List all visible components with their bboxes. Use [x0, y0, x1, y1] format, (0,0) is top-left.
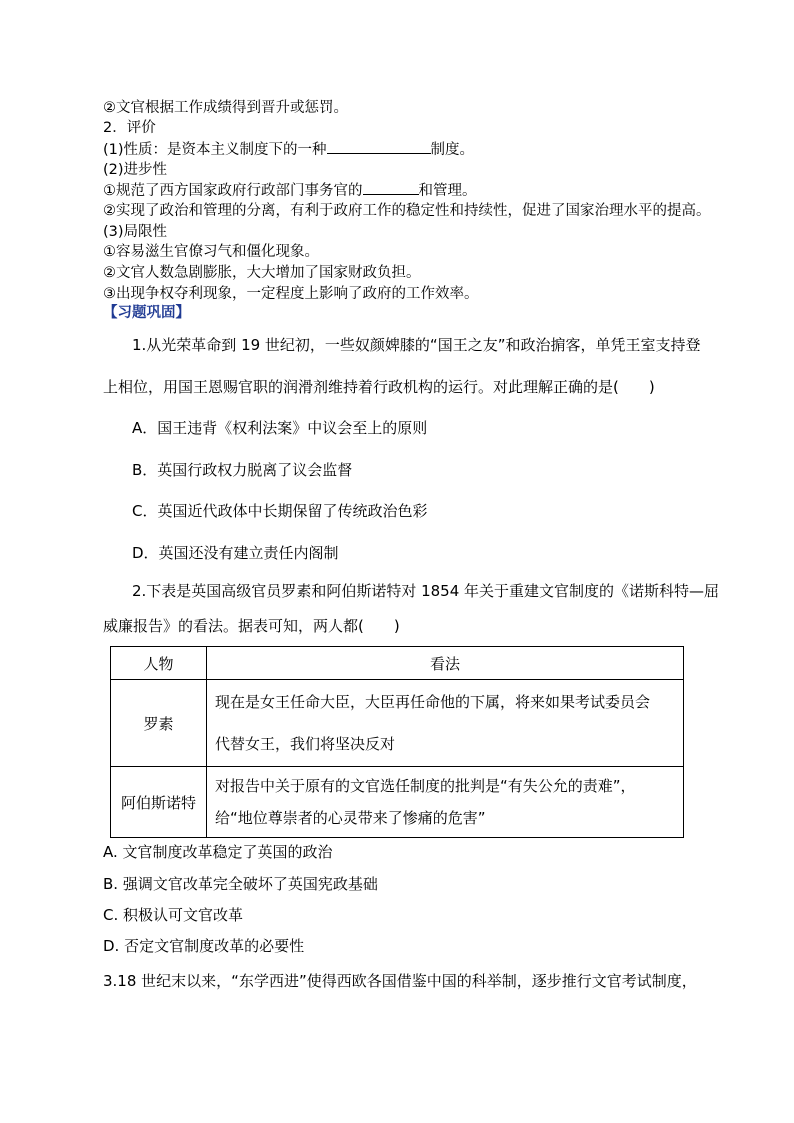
option-a: A．国王违背《权利法案》中议会至上的原则: [132, 419, 428, 437]
subheading: (2)进步性: [103, 162, 168, 178]
text-line: [103, 180, 477, 201]
option-c: C. 积极认可文官改革: [103, 906, 244, 924]
text-line: ①容易滋生官僚习气和僵化现象。: [103, 244, 319, 260]
opinion-table: [110, 646, 684, 838]
header-person: 人物: [111, 647, 207, 680]
text-fragment: 制度。: [430, 142, 475, 158]
view-cell: [207, 680, 684, 767]
fill-blank: [327, 139, 431, 154]
text-line: ②实现了政治和管理的分离，有利于政府工作的稳定性和持续性，促进了国家治理水平的提高。: [103, 203, 711, 219]
fill-blank: [363, 180, 419, 195]
table-row: [111, 680, 684, 767]
header-view: 看法: [207, 647, 684, 680]
view-line: 现在是女王任命大臣，大臣再任命他的下属，将来如果考试委员会: [215, 693, 651, 711]
option-b: B. 强调文官改革完全破坏了英国宪政基础: [103, 875, 378, 893]
person-cell: 阿伯斯诺特: [111, 767, 207, 838]
table-header-row: [111, 647, 684, 680]
option-d: D．英国还没有建立责任内阁制: [132, 544, 339, 562]
text-line: ③出现争权夺利现象，一定程度上影响了政府的工作效率。: [103, 286, 479, 302]
exercise-heading: 【习题巩固】: [103, 305, 190, 321]
subheading-evaluation: 2．评价: [103, 120, 156, 136]
text-line: ②文官根据工作成绩得到晋升或惩罚。: [103, 100, 348, 116]
text-fragment: ①规范了西方国家政府行政部门事务官的: [103, 183, 363, 199]
option-b: B．英国行政权力脱离了议会监督: [132, 461, 353, 479]
question-3-stem: 3.18 世纪末以来，“东学西进”使得西欧各国借鉴中国的科举制，逐步推行文官考试制度，: [103, 972, 697, 990]
option-a: A. 文官制度改革稳定了英国的政治: [103, 843, 333, 861]
text-fragment: (1)性质：是资本主义制度下的一种: [103, 142, 327, 158]
text-line: [103, 139, 474, 160]
table-row: [111, 767, 684, 838]
view-line: 对报告中关于原有的文官选任制度的批判是“有失公允的责难”，: [215, 777, 636, 795]
question-1-stem: 1.从光荣革命到 19 世纪初，一些奴颜婢膝的“国王之友”和政治掮客，单凭王室支持登: [132, 336, 701, 354]
subheading: (3)局限性: [103, 224, 168, 240]
option-d: D. 否定文官制度改革的必要性: [103, 937, 305, 955]
question-2-stem: 威廉报告》的看法。据表可知，两人都( ): [103, 617, 400, 635]
view-cell: [207, 767, 684, 838]
text-fragment: 和管理。: [418, 183, 477, 199]
text-line: ②文官人数急剧膨胀，大大增加了国家财政负担。: [103, 265, 421, 281]
person-cell: 罗素: [111, 680, 207, 767]
question-2-stem: 2.下表是英国高级官员罗素和阿伯斯诺特对 1854 年关于重建文官制度的《诺斯科特—屈: [132, 582, 720, 600]
view-line: 代替女王，我们将坚决反对: [215, 735, 396, 753]
question-1-stem: 上相位，用国王恩赐官职的润滑剂维持着行政机构的运行。对此理解正确的是( ): [103, 378, 655, 396]
option-c: C．英国近代政体中长期保留了传统政治色彩: [132, 502, 428, 520]
view-line: 给“地位尊崇者的心灵带来了惨痛的危害”: [215, 809, 486, 827]
